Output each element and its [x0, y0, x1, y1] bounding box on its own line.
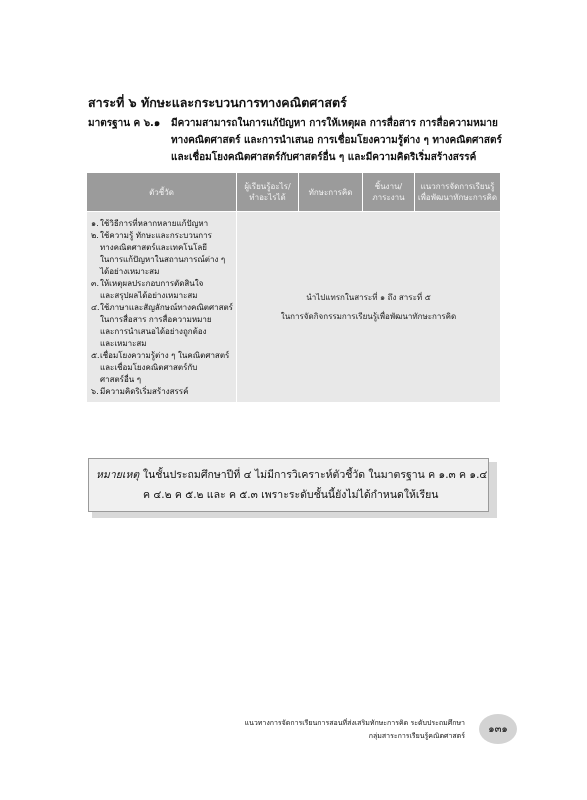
- indicator-text: ในการแก้ปัญหาในสถานการณ์ต่าง ๆ: [100, 255, 226, 264]
- indicator-number: ๒.: [91, 231, 99, 240]
- page-number: ๑๓๑: [488, 723, 508, 735]
- indicator-text: ศาสตร์อื่น ๆ: [100, 375, 142, 384]
- standard-line-1: มีความสามารถในการแก้ปัญหา การให้เหตุผล การสื่อสาร การสื่อความหมาย: [171, 118, 498, 129]
- indicator-text: ใช้วิธีการที่หลากหลายแก้ปัญหา: [100, 219, 209, 228]
- standard-line-3: และเชื่อมโยงคณิตศาสตร์กับศาสตร์อื่น ๆ และมีความคิดริเริ่มสร้างสรรค์: [171, 152, 477, 163]
- indicator-text: ใช้ความรู้ ทักษะและกระบวนการ: [100, 231, 212, 240]
- header-learner-outcome: ผู้เรียนรู้อะไร/ ทำอะไรได้: [237, 173, 299, 212]
- table-header-row: [87, 173, 501, 212]
- indicator-text: และสรุปผลได้อย่างเหมาะสม: [100, 291, 198, 300]
- indicator-number: ๖.: [91, 387, 99, 396]
- indicator-item: [91, 302, 233, 350]
- indicator-text: มีความคิดริเริ่มสร้างสรรค์: [100, 387, 189, 396]
- header-indicator: ตัวชี้วัด: [87, 173, 237, 212]
- header-teaching-approach: แนวการจัดการเรียนรู้ เพื่อพัฒนาทักษะการคิด: [415, 173, 501, 212]
- indicator-text: ในการสื่อสาร การสื่อความหมาย: [100, 315, 212, 324]
- footer-subject-group: กลุ่มสาระการเรียนรู้คณิตศาสตร์: [368, 732, 465, 740]
- indicator-text: ทางคณิตศาสตร์และเทคโนโลยี: [100, 243, 207, 252]
- note-text-line-2: ค ๔.๒ ค ๕.๒ และ ค ๕.๓ เพราะระดับชั้นนี้ยังไม่ได้กำหนดให้เรียน: [143, 489, 439, 501]
- standard-line-2: ทางคณิตศาสตร์ และการนำเสนอ การเชื่อมโยงความรู้ต่าง ๆ ทางคณิตศาสตร์: [171, 135, 502, 146]
- indicator-text: เชื่อมโยงความรู้ต่าง ๆ ในคณิตศาสตร์: [100, 351, 230, 360]
- indicator-text: ได้อย่างเหมาะสม: [100, 267, 160, 276]
- indicator-item: [91, 386, 233, 398]
- indicator-text: และเหมาะสม: [100, 339, 147, 348]
- indicator-item: [91, 278, 233, 302]
- indicator-text: และเชื่อมโยงคณิตศาสตร์กับ: [100, 363, 198, 372]
- subject-title: สาระที่ ๖ ทักษะและกระบวนการทางคณิตศาสตร์: [88, 95, 347, 110]
- header-task: ชิ้นงาน/ ภาระงาน: [363, 173, 415, 212]
- note-label: หมายเหตุ: [96, 469, 140, 481]
- indicator-number: ๑.: [91, 219, 99, 228]
- indicator-item: [91, 218, 233, 230]
- standard-code: มาตรฐาน ค ๖.๑: [88, 118, 161, 129]
- indicator-text: ใช้ภาษาและสัญลักษณ์ทางคณิตศาสตร์: [100, 303, 233, 312]
- merged-instruction-cell: [237, 212, 501, 403]
- page-number-badge: [479, 714, 517, 744]
- header-thinking-skill: ทักษะการคิด: [299, 173, 363, 212]
- indicator-text: ให้เหตุผลประกอบการตัดสินใจ: [100, 279, 204, 288]
- indicator-table: [86, 172, 501, 403]
- indicator-number: ๓.: [91, 279, 100, 288]
- note-text-line-1: ในชั้นประถมศึกษาปีที่ ๔ ไม่มีการวิเคราะห์ตัวชี้วัด ในมาตรฐาน ค ๑.๓ ค ๑.๔: [143, 469, 488, 481]
- indicator-item: [91, 230, 233, 278]
- indicator-number: ๕.: [91, 351, 100, 360]
- indicator-number: ๔.: [91, 303, 100, 312]
- indicator-text: และการนำเสนอได้อย่างถูกต้อง: [100, 327, 207, 336]
- merged-instruction-line-1: นำไปแทรกในสาระที่ ๑ ถึง สาระที่ ๕: [306, 293, 431, 302]
- footer-book-title: แนวทางการจัดการเรียนการสอนที่ส่งเสริมทักษะการคิด ระดับประถมศึกษา: [244, 719, 465, 727]
- merged-instruction-line-2: ในการจัดกิจกรรมการเรียนรู้เพื่อพัฒนาทักษะการคิด: [280, 312, 457, 321]
- table-row: [87, 212, 501, 403]
- indicator-list: [87, 212, 237, 403]
- indicator-item: [91, 350, 233, 386]
